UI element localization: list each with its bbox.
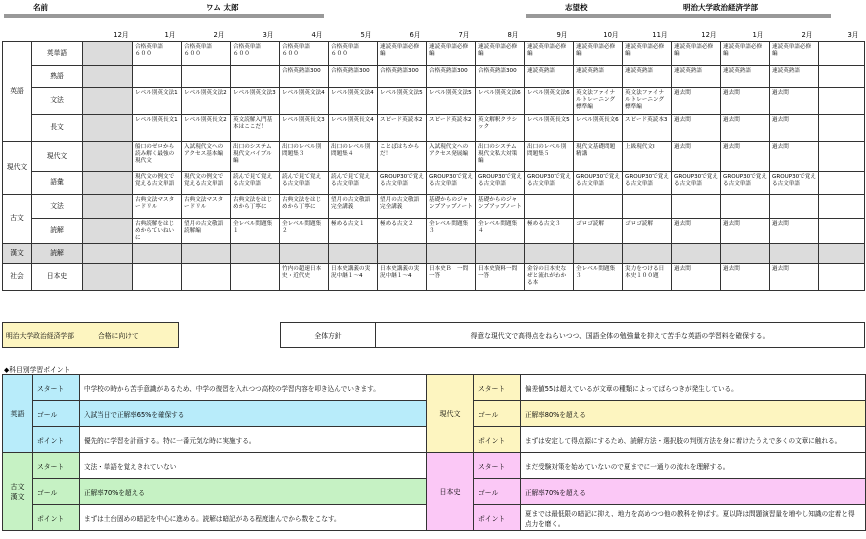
plan-row-kanbun bbox=[3, 243, 865, 263]
plan-cell: 速読英単語必修編 bbox=[525, 42, 574, 66]
plan-cell: 現代文基礎問題精講 bbox=[574, 142, 623, 172]
plan-subsubject: 文法 bbox=[32, 88, 83, 115]
plan-cell: 速読英単語必修編 bbox=[770, 42, 819, 66]
plan-row-english bbox=[3, 66, 865, 88]
plan-cell: スピード英読本2 bbox=[427, 115, 476, 142]
target-label: 志望校 bbox=[565, 3, 588, 12]
points-label: スタート bbox=[33, 453, 80, 479]
month-label: 3月 bbox=[847, 31, 859, 39]
points-text: まずは安定して得点源にするため、読解方法・選択肢の判別方法を身に着けたうえで多くの文章に触れる。 bbox=[521, 427, 866, 453]
points-row-english bbox=[3, 375, 427, 401]
points-label: ポイント bbox=[33, 427, 80, 453]
plan-cell: レベル別英文法5 bbox=[378, 88, 427, 115]
plan-cell bbox=[83, 142, 133, 172]
plan-cell: 過去問 bbox=[672, 263, 721, 290]
plan-cell: 全レベル問題集４ bbox=[476, 219, 525, 244]
plan-cell bbox=[83, 263, 133, 290]
plan-row-gendai bbox=[3, 172, 865, 195]
plan-subsubject: 現代文 bbox=[32, 142, 83, 172]
plan-cell: 日本史講義の実況中継１～4 bbox=[378, 263, 427, 290]
points-row-gendai bbox=[427, 375, 866, 401]
plan-cell: 竹内の超速日本史・近代史 bbox=[280, 263, 329, 290]
plan-cell: ゴロゴ読解 bbox=[623, 219, 672, 244]
plan-subsubject: 文法 bbox=[32, 195, 83, 219]
policy-text-value: 得意な現代文で高得点をねらいつつ、国語全体の勉強量を抑えて苦手な英語の学習料を確保する。 bbox=[470, 332, 770, 340]
plan-cell: 速読英単語必修編 bbox=[672, 42, 721, 66]
points-row-english bbox=[3, 427, 427, 453]
plan-cell bbox=[819, 195, 865, 219]
points-left-table bbox=[2, 374, 427, 531]
points-text: 優先的に学習を計画する。特に一番元気な時に実施する。 bbox=[80, 427, 427, 453]
month-label: 2月 bbox=[213, 31, 225, 39]
plan-cell bbox=[819, 66, 865, 88]
points-label: ゴール bbox=[474, 401, 521, 427]
points-row-english bbox=[3, 401, 427, 427]
plan-cell bbox=[83, 66, 133, 88]
plan-cell bbox=[83, 115, 133, 142]
plan-subject: 英語 bbox=[3, 42, 32, 142]
target-school: 明治大学政治経済学部 bbox=[683, 3, 758, 12]
plan-cell: 出口のレベル別問題集３ bbox=[280, 142, 329, 172]
plan-cell: 全レベル問題集２ bbox=[280, 219, 329, 244]
plan-row-kobun bbox=[3, 219, 865, 244]
plan-cell: GROUP30で覚える古文単語 bbox=[672, 172, 721, 195]
plan-cell bbox=[721, 195, 770, 219]
plan-cell bbox=[525, 243, 574, 263]
plan-cell: GROUP30で覚える古文単語 bbox=[721, 172, 770, 195]
plan-cell: 英文法ファイナルトレーニング標準編 bbox=[574, 88, 623, 115]
goal-school: 明治大学政治経済学部 bbox=[6, 332, 74, 340]
month-label: 12月 bbox=[113, 31, 129, 39]
points-text: まずは土台固めの暗記を中心に進める。読解は暗記がある程度進んでから数をこなす。 bbox=[80, 505, 427, 531]
plan-subject: 漢文 bbox=[3, 243, 32, 263]
plan-cell: 出口のシステム現代文私大対策編 bbox=[476, 142, 525, 172]
points-right-table bbox=[426, 374, 866, 531]
plan-cell: GROUP30で覚える古文単語 bbox=[574, 172, 623, 195]
plan-row-english bbox=[3, 115, 865, 142]
policy-text bbox=[375, 322, 865, 348]
month-label: 5月 bbox=[360, 31, 372, 39]
points-label: ゴール bbox=[33, 401, 80, 427]
plan-cell bbox=[83, 42, 133, 66]
plan-cell: 日本史講義の実況中継１～4 bbox=[329, 263, 378, 290]
name-label: 名前 bbox=[33, 3, 48, 12]
points-label: ゴール bbox=[33, 479, 80, 505]
plan-cell: ことばはちからだ！ bbox=[378, 142, 427, 172]
plan-cell: 望月の古文敬語完全講義 bbox=[329, 195, 378, 219]
plan-cell bbox=[83, 172, 133, 195]
plan-cell: 速読英単語必修編 bbox=[378, 42, 427, 66]
plan-cell bbox=[819, 172, 865, 195]
points-text: 文法・単語を覚えきれていない bbox=[80, 453, 427, 479]
plan-cell bbox=[476, 243, 525, 263]
plan-cell bbox=[623, 243, 672, 263]
plan-cell: 過去問 bbox=[770, 263, 819, 290]
plan-subsubject: 読解 bbox=[32, 219, 83, 244]
plan-cell: 過去問 bbox=[672, 115, 721, 142]
plan-cell: GROUP30で覚える古文単語 bbox=[476, 172, 525, 195]
plan-cell bbox=[83, 88, 133, 115]
policy-label-text: 全体方針 bbox=[314, 332, 342, 340]
plan-cell: 現代文の例文で覚える古文単語 bbox=[133, 172, 182, 195]
plan-cell bbox=[525, 195, 574, 219]
plan-cell: 出口のレベル別問題集４ bbox=[329, 142, 378, 172]
plan-cell: 日本史Ｂ 一問一答 bbox=[427, 263, 476, 290]
month-label: 6月 bbox=[409, 31, 421, 39]
month-label: 8月 bbox=[507, 31, 519, 39]
plan-cell bbox=[231, 66, 280, 88]
plan-subsubject: 読解 bbox=[32, 243, 83, 263]
points-text: 入試当日で正解率65%を確保する bbox=[80, 401, 427, 427]
plan-cell: 速読英熟語 bbox=[623, 66, 672, 88]
plan-cell: 過去問 bbox=[770, 115, 819, 142]
points-label: ポイント bbox=[474, 427, 521, 453]
points-row-gendai bbox=[427, 427, 866, 453]
plan-cell: 速読英単語必修編 bbox=[721, 42, 770, 66]
plan-cell: 英文解釈クラシック bbox=[476, 115, 525, 142]
points-row-kobun bbox=[3, 453, 427, 479]
plan-cell: 過去問 bbox=[770, 142, 819, 172]
plan-cell: 望月の古文敬語完全講義 bbox=[378, 195, 427, 219]
points-text: 正解率80%を超える bbox=[521, 401, 866, 427]
points-label: ポイント bbox=[474, 505, 521, 531]
points-subject: 英語 bbox=[3, 375, 33, 453]
plan-cell: 古典文法をはじめから丁寧に bbox=[231, 195, 280, 219]
month-label: 11月 bbox=[652, 31, 668, 39]
plan-cell: 速読英単語必修編 bbox=[476, 42, 525, 66]
points-text: 中学校の時から苦手意識があるため、中学の復習を入れつつ高校の学習内容を叩き込んでいきます。 bbox=[80, 375, 427, 401]
plan-cell: 過去問 bbox=[721, 88, 770, 115]
plan-cell bbox=[770, 243, 819, 263]
month-label: 9月 bbox=[556, 31, 568, 39]
month-label: 4月 bbox=[311, 31, 323, 39]
plan-subsubject: 日本史 bbox=[32, 263, 83, 290]
plan-cell bbox=[182, 263, 231, 290]
plan-cell bbox=[133, 263, 182, 290]
points-text: まだ受験対策を始めていないので夏までに一通りの流れを理解する。 bbox=[521, 453, 866, 479]
plan-cell: 英文読解入門基本はここだ！ bbox=[231, 115, 280, 142]
plan-cell: 全レベル問題集３ bbox=[427, 219, 476, 244]
plan-cell: 基礎からのジャンプアップノート bbox=[476, 195, 525, 219]
plan-cell: 速読英熟語 bbox=[672, 66, 721, 88]
plan-cell: 合格英単語 ６００ bbox=[133, 42, 182, 66]
points-label: スタート bbox=[33, 375, 80, 401]
plan-cell bbox=[133, 243, 182, 263]
month-label: 1月 bbox=[164, 31, 176, 39]
plan-cell: 望月の古文敬語読解編 bbox=[182, 219, 231, 244]
plan-cell: 全レベル問題集３ bbox=[574, 263, 623, 290]
plan-cell: 出口のレベル別問題集５ bbox=[525, 142, 574, 172]
points-text: 偏差値55は超えているが文章の種類によってばらつきが発生している。 bbox=[521, 375, 866, 401]
plan-cell bbox=[574, 195, 623, 219]
plan-cell: 全レベル問題集１ bbox=[231, 219, 280, 244]
points-row-nihonshi bbox=[427, 505, 866, 531]
plan-cell: レベル別英文法3 bbox=[231, 88, 280, 115]
points-row-gendai bbox=[427, 401, 866, 427]
plan-cell bbox=[574, 243, 623, 263]
plan-cell: 過去問 bbox=[721, 142, 770, 172]
plan-subsubject: 英単語 bbox=[32, 42, 83, 66]
plan-cell bbox=[427, 243, 476, 263]
month-label: 12月 bbox=[701, 31, 717, 39]
plan-cell: 速読英熟語 bbox=[525, 66, 574, 88]
plan-cell: レベル別英長文4 bbox=[329, 115, 378, 142]
plan-cell: 上級現代文Ⅰ bbox=[623, 142, 672, 172]
plan-cell: 過去問 bbox=[721, 219, 770, 244]
plan-cell: レベル別英文法6 bbox=[525, 88, 574, 115]
plan-cell bbox=[280, 243, 329, 263]
plan-cell: 過去問 bbox=[672, 142, 721, 172]
plan-cell: 古典文法マスタードリル bbox=[133, 195, 182, 219]
plan-row-gendai bbox=[3, 142, 865, 172]
plan-cell: レベル別英長文1 bbox=[133, 115, 182, 142]
plan-cell: ゴロゴ読解 bbox=[574, 219, 623, 244]
plan-cell bbox=[231, 243, 280, 263]
plan-cell: GROUP30で覚える古文単語 bbox=[770, 172, 819, 195]
plan-cell: 過去問 bbox=[721, 115, 770, 142]
name-underline bbox=[4, 14, 324, 18]
plan-cell: レベル別英文法5 bbox=[427, 88, 476, 115]
plan-cell: 極める古文２ bbox=[378, 219, 427, 244]
plan-cell: 合格英単語 ６００ bbox=[231, 42, 280, 66]
plan-cell bbox=[819, 42, 865, 66]
plan-cell: 入試現代文へのアクセス基本編 bbox=[182, 142, 231, 172]
month-label: 1月 bbox=[752, 31, 764, 39]
plan-cell: 極める古文３ bbox=[525, 219, 574, 244]
plan-cell: 速読英単語必修編 bbox=[623, 42, 672, 66]
plan-cell bbox=[819, 88, 865, 115]
plan-cell bbox=[182, 66, 231, 88]
plan-cell bbox=[133, 66, 182, 88]
plan-cell: レベル別英長文6 bbox=[574, 115, 623, 142]
plan-cell: スピード英読本3 bbox=[623, 115, 672, 142]
plan-cell: 読んで見て覚える古文単語 bbox=[329, 172, 378, 195]
plan-cell bbox=[672, 195, 721, 219]
plan-cell: 読んで見て覚える古文単語 bbox=[231, 172, 280, 195]
plan-cell: レベル別英文法4 bbox=[329, 88, 378, 115]
plan-cell bbox=[819, 263, 865, 290]
plan-cell bbox=[83, 219, 133, 244]
plan-cell bbox=[83, 243, 133, 263]
points-subject: 古文 漢文 bbox=[3, 453, 33, 531]
plan-cell: 古典文法マスタードリル bbox=[182, 195, 231, 219]
month-label: 3月 bbox=[262, 31, 274, 39]
plan-cell: GROUP30で覚える古文単語 bbox=[525, 172, 574, 195]
plan-subject: 古文 bbox=[3, 195, 32, 244]
plan-cell: 速読英熟語 bbox=[721, 66, 770, 88]
points-row-nihonshi bbox=[427, 453, 866, 479]
plan-cell: 合格英単語 ６００ bbox=[280, 42, 329, 66]
month-label: 10月 bbox=[603, 31, 619, 39]
plan-row-english bbox=[3, 88, 865, 115]
plan-cell: 基礎からのジャンプアップノート bbox=[427, 195, 476, 219]
plan-cell: 合格英熟語300 bbox=[280, 66, 329, 88]
plan-cell: 速読英単語必修編 bbox=[427, 42, 476, 66]
plan-cell: レベル別英文法6 bbox=[476, 88, 525, 115]
plan-subject: 社会 bbox=[3, 263, 32, 290]
plan-cell: 極める古文１ bbox=[329, 219, 378, 244]
plan-cell: 過去問 bbox=[770, 219, 819, 244]
points-subject: 現代文 bbox=[427, 375, 474, 453]
plan-cell: 現代文の例文で覚える古文単語 bbox=[182, 172, 231, 195]
plan-cell: GROUP30で覚える古文単語 bbox=[427, 172, 476, 195]
plan-subsubject: 語彙 bbox=[32, 172, 83, 195]
plan-cell: 日本史資料一問一答 bbox=[476, 263, 525, 290]
points-subject: 日本史 bbox=[427, 453, 474, 531]
plan-cell: 速読英熟語 bbox=[574, 66, 623, 88]
plan-row-shakai bbox=[3, 263, 865, 290]
plan-cell: 合格英熟語300 bbox=[427, 66, 476, 88]
plan-cell: レベル別英文法2 bbox=[182, 88, 231, 115]
plan-cell: 金谷の日本史なぜと流れがわかる本 bbox=[525, 263, 574, 290]
study-plan-table bbox=[2, 41, 865, 291]
target-underline bbox=[526, 14, 831, 18]
points-text: 正解率70%を超える bbox=[80, 479, 427, 505]
plan-cell: 過去問 bbox=[770, 88, 819, 115]
plan-cell bbox=[819, 219, 865, 244]
plan-cell: 合格英単語 ６００ bbox=[182, 42, 231, 66]
points-row-kobun bbox=[3, 479, 427, 505]
plan-cell: GROUP30で覚える古文単語 bbox=[378, 172, 427, 195]
plan-cell bbox=[182, 243, 231, 263]
plan-cell bbox=[770, 195, 819, 219]
plan-cell bbox=[819, 142, 865, 172]
plan-cell: 古典文法をはじめから丁寧に bbox=[280, 195, 329, 219]
points-label: ポイント bbox=[33, 505, 80, 531]
plan-cell: 出口のシステム現代文バイブル編 bbox=[231, 142, 280, 172]
plan-row-english bbox=[3, 42, 865, 66]
plan-cell bbox=[623, 195, 672, 219]
plan-cell: 速読英単語必修編 bbox=[574, 42, 623, 66]
plan-cell: 過去問 bbox=[672, 219, 721, 244]
points-text: 夏までは最低限の暗記に抑え、地力を高めつつ他の教科を仲ばす。夏以降は問題演習量を増やし知識の定着と得点力を磨く。 bbox=[521, 505, 866, 531]
month-label: 7月 bbox=[458, 31, 470, 39]
plan-cell: 入試現代文へのアクセス発展編 bbox=[427, 142, 476, 172]
plan-cell: レベル別英長文3 bbox=[280, 115, 329, 142]
plan-cell: 英文法ファイナルトレーニング標準編 bbox=[623, 88, 672, 115]
plan-cell: 実力をつける日本史１００題 bbox=[623, 263, 672, 290]
plan-cell bbox=[329, 243, 378, 263]
plan-cell bbox=[819, 115, 865, 142]
plan-cell: 合格英熟語300 bbox=[476, 66, 525, 88]
points-text: 正解率70%を超える bbox=[521, 479, 866, 505]
points-label: スタート bbox=[474, 453, 521, 479]
plan-cell bbox=[231, 263, 280, 290]
points-title: ◆科目別学習ポイント bbox=[4, 366, 71, 374]
points-row-kobun bbox=[3, 505, 427, 531]
points-row-nihonshi bbox=[427, 479, 866, 505]
plan-cell bbox=[83, 195, 133, 219]
plan-cell: レベル別英文法4 bbox=[280, 88, 329, 115]
plan-row-kobun bbox=[3, 195, 865, 219]
plan-cell: 合格英単語 ６００ bbox=[329, 42, 378, 66]
plan-subsubject: 長文 bbox=[32, 115, 83, 142]
plan-cell: スピード英読本2 bbox=[378, 115, 427, 142]
plan-cell: 合格英熟語300 bbox=[329, 66, 378, 88]
plan-cell bbox=[819, 243, 865, 263]
student-name: ワム 太郎 bbox=[206, 3, 239, 12]
policy-label bbox=[280, 322, 376, 348]
plan-cell bbox=[672, 243, 721, 263]
plan-cell: 読んで見て覚える古文単語 bbox=[280, 172, 329, 195]
plan-cell: 速読英熟語 bbox=[770, 66, 819, 88]
plan-cell: 合格英熟語300 bbox=[378, 66, 427, 88]
plan-cell: GROUP30で覚える古文単語 bbox=[623, 172, 672, 195]
plan-cell: レベル別英長文5 bbox=[525, 115, 574, 142]
plan-cell: 船口のゼロから読み解く最強の現代文 bbox=[133, 142, 182, 172]
plan-cell: レベル別英文法1 bbox=[133, 88, 182, 115]
plan-cell bbox=[721, 243, 770, 263]
points-label: ゴール bbox=[474, 479, 521, 505]
month-header bbox=[0, 29, 866, 41]
plan-cell: 過去問 bbox=[672, 88, 721, 115]
plan-subject: 現代文 bbox=[3, 142, 32, 195]
plan-cell: レベル別英長文2 bbox=[182, 115, 231, 142]
points-label: スタート bbox=[474, 375, 521, 401]
plan-cell: 過去問 bbox=[721, 263, 770, 290]
plan-cell bbox=[378, 243, 427, 263]
goal-suffix: 合格に向けて bbox=[97, 332, 139, 340]
goal-banner bbox=[2, 322, 179, 348]
plan-subsubject: 熟語 bbox=[32, 66, 83, 88]
month-label: 2月 bbox=[801, 31, 813, 39]
plan-cell: 古典読解をはじめからていねいに bbox=[133, 219, 182, 244]
